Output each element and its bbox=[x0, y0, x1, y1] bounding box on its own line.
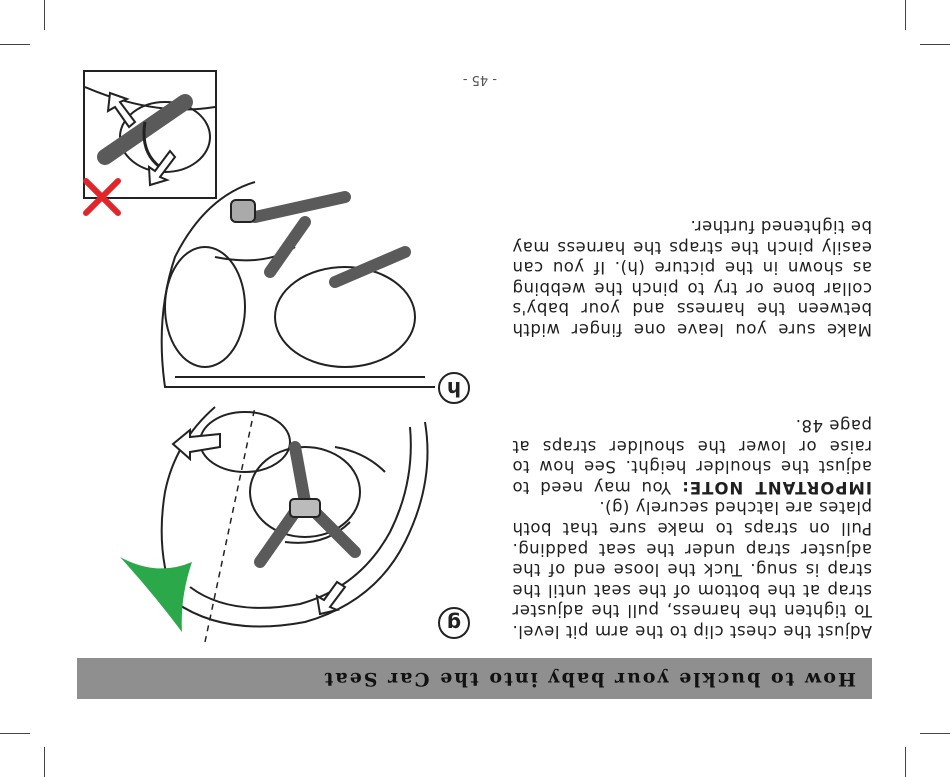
step-g-badge: g bbox=[438, 607, 470, 639]
pull-arrow-icon bbox=[317, 582, 345, 614]
pull-arrow-icon bbox=[149, 151, 175, 185]
step-h-badge: h bbox=[438, 372, 470, 404]
page-number: - 45 - bbox=[462, 72, 497, 87]
step-h-paragraph: Make sure you leave one finger width between the harness and your baby's collar bone or try to pinch the webbing as shown in the picture (h). If you can easily pinch the straps the harness may be tightened further. bbox=[512, 217, 872, 339]
important-note-label: IMPORTANT NOTE: bbox=[681, 477, 872, 497]
step-g-text: Adjust the chest clip to the arm pit level. To tighten the harness, pull the adjuster strap at the bottom of the seat until the strap is snug. Tuck the loose end of the adjuster strap under the seat padding. Pull on straps to make sure that both plates are latched securely (g). bbox=[512, 498, 872, 641]
green-arrow-icon bbox=[112, 552, 192, 632]
section-header-bar bbox=[77, 658, 872, 699]
illustration-h bbox=[145, 182, 445, 397]
section-title: How to buckle your baby into the Car Seat bbox=[322, 668, 856, 690]
pull-arrow-icon bbox=[173, 430, 220, 459]
important-note-text: You may need to adjust the shoulder height. See how to raise or lower the shoulder straps at page 48. bbox=[511, 416, 872, 497]
red-cross-icon bbox=[82, 177, 122, 217]
pull-arrow-icon bbox=[108, 93, 135, 127]
step-g-paragraph bbox=[512, 414, 872, 641]
